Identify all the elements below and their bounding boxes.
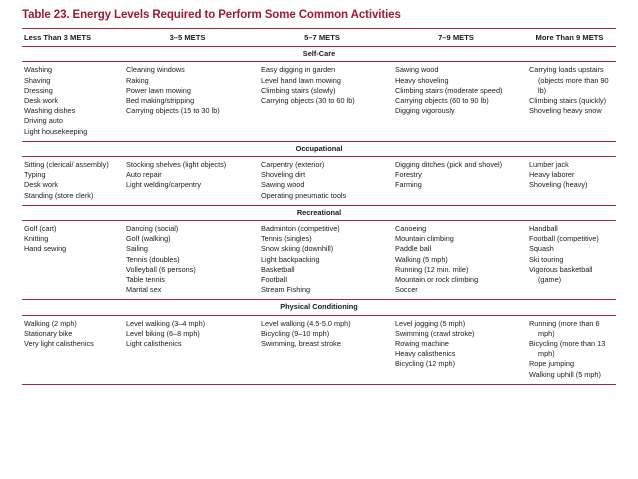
activity-item: Shoveling heavy snow xyxy=(529,106,602,116)
activity-item: Washing dishes xyxy=(24,106,76,116)
activity-item: Heavy laborer xyxy=(529,170,575,180)
activity-item: Carpentry (exterior) xyxy=(261,160,325,170)
activity-item: Soccer xyxy=(395,285,418,295)
activity-item: Typing xyxy=(24,170,46,180)
activity-item: Rowing machine xyxy=(395,339,449,349)
table-cell xyxy=(120,221,255,300)
activity-item: Very light calisthenics xyxy=(24,339,94,349)
activity-item: Climbing stairs (moderate speed) xyxy=(395,85,503,95)
activity-item: Easy digging in garden xyxy=(261,65,336,75)
activity-item: Mountain climbing xyxy=(395,234,454,244)
activity-item: Light welding/carpentry xyxy=(126,180,202,190)
activity-item: Sawing wood xyxy=(261,180,305,190)
activity-item: Level jogging (5 mph) xyxy=(395,318,466,328)
activity-item: Level walking (3–4 mph) xyxy=(126,318,206,328)
activity-item: Running (12 min. mile) xyxy=(395,264,469,274)
section-header-row xyxy=(22,205,616,220)
activity-item: Swimming (crawl stroke) xyxy=(395,328,475,338)
section-title-recreational: Recreational xyxy=(22,205,616,220)
section-title-physical-conditioning: Physical Conditioning xyxy=(22,300,616,315)
activity-item: Bed making/stripping xyxy=(126,96,195,106)
activity-item: Golf (walking) xyxy=(126,234,171,244)
table-body xyxy=(22,47,616,385)
activity-item: Forestry xyxy=(395,170,422,180)
activity-item: Raking xyxy=(126,75,149,85)
section-header-row xyxy=(22,47,616,62)
section-header-row xyxy=(22,141,616,156)
section-title-self-care: Self-Care xyxy=(22,47,616,62)
table-cell xyxy=(22,315,120,384)
activity-item: Bicycling (9–10 mph) xyxy=(261,328,330,338)
activity-item: Table tennis xyxy=(126,275,165,285)
activity-item: Tennis (singles) xyxy=(261,234,312,244)
activity-item: Marital sex xyxy=(126,285,162,295)
activity-item: Squash xyxy=(529,244,554,254)
activity-item: Paddle ball xyxy=(395,244,432,254)
table-row xyxy=(22,221,616,300)
activity-item: Climbing stairs (quickly) xyxy=(529,96,607,106)
table-header xyxy=(22,29,616,47)
column-header-7-9: 7–9 METS xyxy=(389,29,523,47)
activity-item: Stationary bike xyxy=(24,328,73,338)
activity-item: Carrying objects (15 to 30 lb) xyxy=(126,106,220,116)
header-row xyxy=(22,29,616,47)
activity-item: Shoveling (heavy) xyxy=(529,180,588,190)
activity-item: Light calisthenics xyxy=(126,339,182,349)
activity-item: Climbing stairs (slowly) xyxy=(261,85,336,95)
table-cell xyxy=(255,315,389,384)
activity-item: Cleaning windows xyxy=(126,65,185,75)
activity-item: Carrying objects (30 to 60 lb) xyxy=(261,96,355,106)
activity-item: Sawing wood xyxy=(395,65,439,75)
activity-item: Canoeing xyxy=(395,224,427,234)
activity-item: Dressing xyxy=(24,85,53,95)
activity-item: Shoveling dirt xyxy=(261,170,306,180)
activity-item: Knitting xyxy=(24,234,49,244)
activity-item: Football xyxy=(261,275,287,285)
activity-item: Football (competitive) xyxy=(529,234,599,244)
activity-item: Heavy shoveling xyxy=(395,75,449,85)
table-row xyxy=(22,315,616,384)
table-row xyxy=(22,62,616,141)
table-cell xyxy=(120,62,255,141)
activity-item: Walking (2 mph) xyxy=(24,318,77,328)
activity-item: Sailing xyxy=(126,244,148,254)
activity-item: Operating pneumatic tools xyxy=(261,190,347,200)
activity-item: Light housekeeping xyxy=(24,126,88,136)
activity-item: Desk work xyxy=(24,96,59,106)
activity-item: Handball xyxy=(529,224,558,234)
table-cell xyxy=(389,62,523,141)
activity-item: Desk work xyxy=(24,180,59,190)
column-header-less-than-3: Less Than 3 METS xyxy=(22,29,120,47)
activity-item: Power lawn mowing xyxy=(126,85,191,95)
activity-item: Standing (store clerk) xyxy=(24,190,94,200)
energy-levels-table xyxy=(22,28,616,385)
table-cell xyxy=(22,62,120,141)
activity-item: Level walking (4.5-5.0 mph) xyxy=(261,318,351,328)
activity-item: Bicycling (more than 13 mph) xyxy=(529,339,606,359)
table-cell xyxy=(523,157,616,206)
activity-item: Rope jumping xyxy=(529,359,575,369)
table-title: Table 23. Energy Levels Required to Perform Some Common Activities xyxy=(22,9,401,21)
table-cell xyxy=(120,315,255,384)
activity-item: Dancing (social) xyxy=(126,224,179,234)
activity-item: Ski touring xyxy=(529,254,564,264)
activity-item: Mountain or rock climbing xyxy=(395,275,479,285)
activity-item: Carrying objects (60 to 90 lb) xyxy=(395,96,489,106)
activity-item: Swimming, breast stroke xyxy=(261,339,341,349)
activity-item: Tennis (doubles) xyxy=(126,254,180,264)
activity-item: Shaving xyxy=(24,75,51,85)
activity-item: Bicycling (12 mph) xyxy=(395,359,456,369)
activity-item: Washing xyxy=(24,65,53,75)
table-cell xyxy=(523,315,616,384)
activity-item: Digging ditches (pick and shovel) xyxy=(395,160,503,170)
activity-item: Running (more than 6 mph) xyxy=(529,318,600,338)
activity-item: Auto repair xyxy=(126,170,162,180)
column-header-5-7: 5–7 METS xyxy=(255,29,389,47)
activity-item: Badminton (competitive) xyxy=(261,224,340,234)
table-cell xyxy=(523,221,616,300)
activity-item: Carrying loads upstairs (objects more than 90 lb) xyxy=(529,65,609,95)
table-cell xyxy=(389,221,523,300)
table-cell xyxy=(523,62,616,141)
activity-item: Snow skiing (downhill) xyxy=(261,244,334,254)
activity-item: Volleyball (6 persons) xyxy=(126,264,196,274)
activity-item: Stream Fishing xyxy=(261,285,311,295)
table-cell xyxy=(389,157,523,206)
table-cell xyxy=(22,221,120,300)
activity-item: Golf (cart) xyxy=(24,224,57,234)
activity-item: Heavy calisthenics xyxy=(395,349,456,359)
activity-item: Sitting (clerical/ assembly) xyxy=(24,160,109,170)
table-cell xyxy=(255,221,389,300)
activity-item: Light backpacking xyxy=(261,254,320,264)
section-title-occupational: Occupational xyxy=(22,141,616,156)
activity-item: Basketball xyxy=(261,264,295,274)
activity-item: Walking uphill (5 mph) xyxy=(529,369,601,379)
activity-item: Digging vigorously xyxy=(395,106,455,116)
activity-item: Vigorous basketball (game) xyxy=(529,264,593,285)
activity-item: Hand sewing xyxy=(24,244,67,254)
section-header-row xyxy=(22,300,616,315)
column-header-3-5: 3–5 METS xyxy=(120,29,255,47)
activity-item: Level hand lawn mowing xyxy=(261,75,341,85)
table-cell xyxy=(389,315,523,384)
activity-item: Level biking (6–8 mph) xyxy=(126,328,200,338)
activity-item: Walking (5 mph) xyxy=(395,254,448,264)
table-cell xyxy=(22,157,120,206)
activity-item: Stocking shelves (light objects) xyxy=(126,160,227,170)
activity-item: Lumber jack xyxy=(529,160,569,170)
table-cell xyxy=(255,157,389,206)
table-cell xyxy=(255,62,389,141)
table-cell xyxy=(120,157,255,206)
activity-item: Farming xyxy=(395,180,422,190)
table-row xyxy=(22,157,616,206)
column-header-more-than-9: More Than 9 METS xyxy=(523,29,616,47)
activity-item: Driving auto xyxy=(24,116,63,126)
